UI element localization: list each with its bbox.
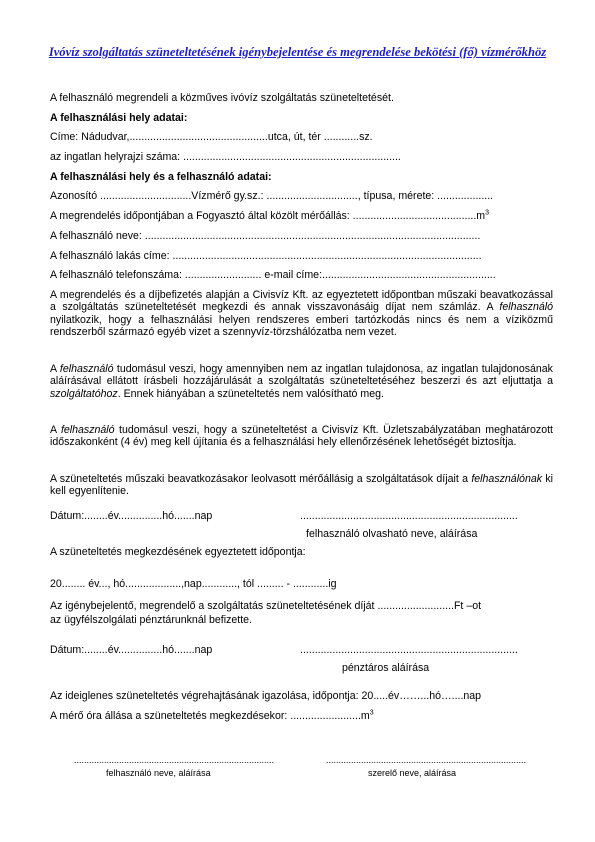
phone-email-field[interactable]: A felhasználó telefonszáma: .......................... e-mail címe:........................................................... — [50, 269, 496, 281]
fee-paid-line-2: az ügyfélszolgálati pénztárunknál befizette. — [50, 614, 252, 626]
meter-start-field[interactable] — [50, 710, 374, 723]
cubic-superscript: 3 — [485, 209, 490, 217]
signature-line-1[interactable]: .......................................................................... — [300, 510, 518, 522]
signature-line-2[interactable]: .......................................................................... — [300, 644, 518, 656]
paragraph-settlement: A szüneteltetés műszaki beavatkozásakor leolvasott mérőállásig a szolgáltatások díjait a felhasználónak ki kell egyenlítenie. — [50, 473, 554, 498]
start-date-field[interactable]: 20........ év..., hó...................,nap............, tól ......... - ............ig — [50, 578, 337, 590]
identifier-meter-field[interactable]: Azonosító ...............................Vízmérő gy.sz.: ..............................., típusa, mérete: ................... — [50, 190, 494, 202]
date-field-2[interactable]: Dátum:........év...............hó.......nap — [50, 644, 213, 656]
fee-paid-line[interactable]: Az igénybejelentő, megrendelő a szolgáltatás szüneteltetésének díját ..........................Ft –ot — [50, 600, 482, 612]
confirmation-date-field[interactable]: Az ideiglenes szüneteltetés végrehajtásának igazolása, időpontja: 20.....év……...hó…....nap — [50, 690, 482, 702]
document-title: Ivóvíz szolgáltatás szüneteltetésének igénybejelentése és megrendelése bekötési (fő) vízmérőkhöz — [48, 45, 547, 59]
paragraph-renewal: A felhasználó tudomásul veszi, hogy a szüneteltetést a Civisvíz Kft. Üzletszabályzatában meghatározott időszakonként (4 év) meg kell újítania és a felhasználási hely ellenőrzésének lehetőségét biztosítja. — [50, 424, 553, 449]
paragraph-billing: A megrendelés és a díjbefizetés alapján a Civisvíz Kft. az egyeztetett időpontban műszaki beavatkozással a szolgáltatás szüneteltetését megkezdi és annak visszavonásáig díjat nem számláz. A felhasználó nyilatkozik, hogy a felhasználási helyen rendszeres emberi tartózkodás nincs és nem a víziközmű rendszerből származó egyéb vizet a szennyvíz-törzshálózatba nem vezet. — [50, 289, 553, 339]
parcel-number-field[interactable]: az ingatlan helyrajzi száma: .......................................................................... — [50, 151, 401, 163]
bottom-signature-line-right[interactable]: ................................................................................ — [326, 755, 527, 765]
section-heading-location: A felhasználási hely adatai: — [50, 112, 188, 124]
meter-reading-field[interactable] — [50, 210, 489, 223]
signature-label-1: felhasználó olvasható neve, aláírása — [306, 528, 478, 540]
section-heading-user: A felhasználási hely és a felhasználó adatai: — [50, 171, 272, 183]
address-field[interactable]: Címe: Nádudvar,...............................................utca, út, tér ............sz. — [50, 131, 373, 143]
start-date-label: A szüneteltetés megkezdésének egyeztetett időpontja: — [50, 546, 306, 558]
meter-start-text: A mérő óra állása a szüneteltetés megkezdésekor: ........................m — [50, 710, 370, 722]
bottom-signature-label-right: szerelő neve, aláírása — [368, 768, 457, 778]
bottom-signature-label-left: felhasználó neve, aláírása — [106, 768, 211, 778]
meter-reading-text: A megrendelés időpontjában a Fogyasztó által közölt mérőállás: ..........................................m — [50, 210, 486, 222]
paragraph-owner-consent: A felhasználó tudomásul veszi, hogy amennyiben nem az ingatlan tulajdonosa, az ingatlan tulajdonosának aláírásával ellátott írásbeli hozzájárulását a szolgáltatás szüneteltetéséhez beszerzi és azt eljuttatja a szolgáltatóhoz. Ennek hiányában a szüneteltetés nem valósítható meg. — [50, 363, 553, 400]
residence-address-field[interactable]: A felhasználó lakás címe: ......................................................................................................... — [50, 250, 482, 262]
user-name-field[interactable]: A felhasználó neve: .................................................................................................................. — [50, 230, 481, 242]
intro-text: A felhasználó megrendeli a közműves ivóvíz szolgáltatás szüneteltetését. — [50, 92, 394, 104]
cubic-superscript: 3 — [369, 709, 374, 717]
bottom-signature-line-left[interactable]: ................................................................................ — [74, 755, 275, 765]
signature-label-2: pénztáros aláírása — [342, 662, 430, 674]
date-field-1[interactable]: Dátum:........év...............hó.......nap — [50, 510, 213, 522]
